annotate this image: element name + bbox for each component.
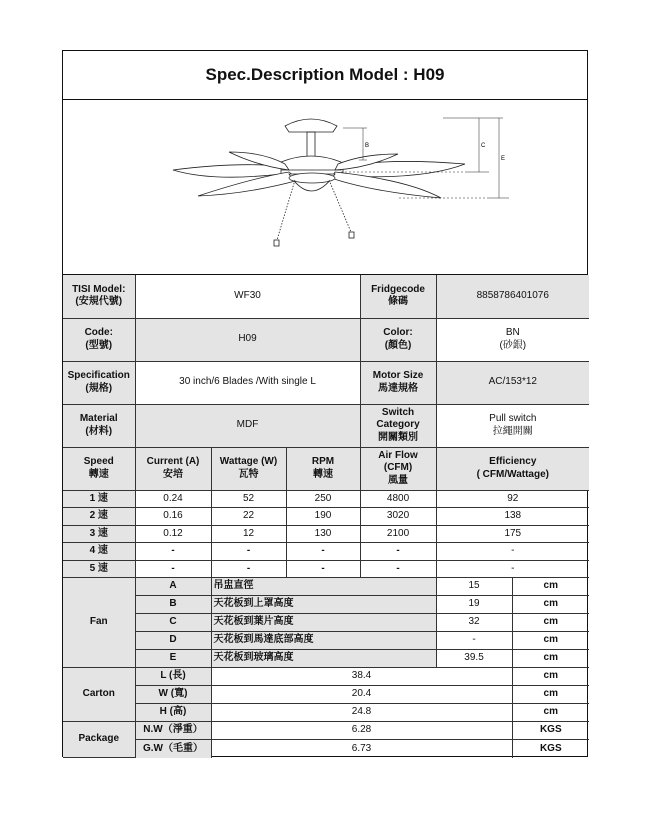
fan-row [63,650,589,668]
fan-row [63,578,589,596]
airflow-cell: 4800 [360,490,436,508]
tisi-label: TISI Model: (安規代號) [63,275,135,318]
carton-label: Carton [63,668,135,722]
motor-size-value: AC/153*12 [436,361,589,404]
specification-label: Specification (規格) [63,361,135,404]
info-row-code [63,318,589,361]
airflow-cell: 2100 [360,525,436,543]
speed-row [63,490,589,508]
fan-label: Fan [63,578,135,668]
carton-value: 24.8 [211,704,512,722]
rpm-cell: 190 [286,508,360,526]
speed-row [63,543,589,561]
carton-value: 38.4 [211,668,512,686]
fan-unit: cm [512,578,589,596]
current-cell: 0.24 [135,490,211,508]
rpm-cell: - [286,560,360,578]
efficiency-cell: 92 [436,490,589,508]
carton-unit: cm [512,704,589,722]
dim-b-label: B [365,143,370,149]
fan-desc: 吊盅直徑 [211,578,436,596]
speed-cell: 1 速 [63,490,135,508]
package-code: G.W（毛重） [135,740,211,758]
info-row-material [63,404,589,447]
fan-value: 32 [436,614,512,632]
specification-value: 30 inch/6 Blades /With single L [135,361,360,404]
switch-value: Pull switch 拉繩開關 [436,404,589,447]
fan-desc: 天花板到馬達底部高度 [211,632,436,650]
page-title: Spec.Description Model : H09 [63,51,587,100]
info-row-tisi [63,275,589,318]
current-cell: 0.12 [135,525,211,543]
wattage-header: Wattage (W) 瓦特 [211,447,286,490]
fan-unit: cm [512,614,589,632]
efficiency-cell: - [436,543,589,561]
fan-value: 39.5 [436,650,512,668]
rpm-cell: - [286,543,360,561]
fan-desc: 天花板到上罩高度 [211,596,436,614]
carton-unit: cm [512,686,589,704]
material-value: MDF [135,404,360,447]
fan-value: - [436,632,512,650]
efficiency-cell: 138 [436,508,589,526]
fan-code: C [135,614,211,632]
fan-unit: cm [512,596,589,614]
carton-code: L (長) [135,668,211,686]
info-row-spec [63,361,589,404]
fan-code: E [135,650,211,668]
carton-unit: cm [512,668,589,686]
wattage-cell: 52 [211,490,286,508]
carton-row [63,686,589,704]
material-label: Material (材料) [63,404,135,447]
motor-size-label: Motor Size 馬達規格 [360,361,436,404]
efficiency-cell: 175 [436,525,589,543]
airflow-cell: 3020 [360,508,436,526]
speed-cell: 3 速 [63,525,135,543]
carton-value: 20.4 [211,686,512,704]
carton-code: H (高) [135,704,211,722]
package-row [63,740,589,758]
tisi-value: WF30 [135,275,360,318]
carton-row [63,704,589,722]
wattage-cell: - [211,543,286,561]
package-code: N.W（淨重） [135,722,211,740]
package-value: 6.73 [211,740,512,758]
speed-header-row [63,447,589,490]
package-value: 6.28 [211,722,512,740]
current-cell: 0.16 [135,508,211,526]
current-cell: - [135,543,211,561]
fan-row [63,596,589,614]
package-unit: KGS [512,740,589,758]
rpm-header: RPM 轉速 [286,447,360,490]
switch-label: Switch Category 開關類別 [360,404,436,447]
fan-desc: 天花板到玻璃高度 [211,650,436,668]
fan-row [63,614,589,632]
fan-code: A [135,578,211,596]
package-unit: KGS [512,722,589,740]
speed-cell: 5 速 [63,560,135,578]
speed-row [63,560,589,578]
current-cell: - [135,560,211,578]
fan-unit: cm [512,650,589,668]
fan-drawing [63,100,587,275]
carton-row [63,668,589,686]
rpm-cell: 130 [286,525,360,543]
current-header: Current (A) 安培 [135,447,211,490]
package-label: Package [63,722,135,758]
fan-value: 15 [436,578,512,596]
spec-sheet [62,50,588,757]
efficiency-cell: - [436,560,589,578]
speed-cell: 4 速 [63,543,135,561]
color-value: BN (砂銀) [436,318,589,361]
spec-table [63,275,589,758]
wattage-cell: - [211,560,286,578]
wattage-cell: 12 [211,525,286,543]
airflow-header: Air Flow (CFM) 風量 [360,447,436,490]
dim-c-label: C [481,143,486,149]
efficiency-header: Efficiency ( CFM/Wattage) [436,447,589,490]
rpm-cell: 250 [286,490,360,508]
airflow-cell: - [360,560,436,578]
ceiling-fan-illustration [63,100,586,274]
dim-e-label: E [501,156,506,162]
fan-value: 19 [436,596,512,614]
wattage-cell: 22 [211,508,286,526]
fan-code: B [135,596,211,614]
package-row [63,722,589,740]
fan-desc: 天花板到葉片高度 [211,614,436,632]
fan-code: D [135,632,211,650]
speed-cell: 2 速 [63,508,135,526]
speed-row [63,508,589,526]
fan-row [63,632,589,650]
speed-header: Speed 轉速 [63,447,135,490]
airflow-cell: - [360,543,436,561]
fridgecode-label: Fridgecode 條碼 [360,275,436,318]
speed-row [63,525,589,543]
carton-code: W (寬) [135,686,211,704]
color-label: Color: (顏色) [360,318,436,361]
code-label: Code: (型號) [63,318,135,361]
code-value: H09 [135,318,360,361]
fan-unit: cm [512,632,589,650]
fridgecode-value: 8858786401076 [436,275,589,318]
